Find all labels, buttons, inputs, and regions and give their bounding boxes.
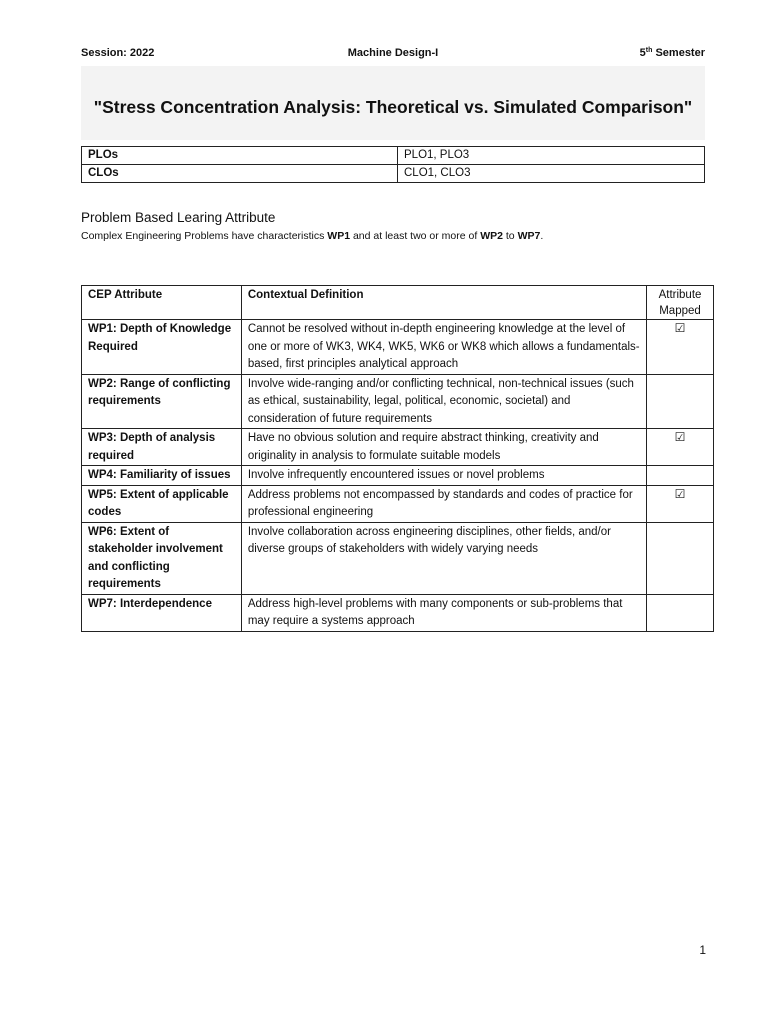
mapped-cell [647,594,714,631]
outcome-value-clos: CLO1, CLO3 [398,165,705,183]
table-row [82,374,714,429]
attribute-cell: WP5: Extent of applicable codes [82,485,242,522]
course-title: Machine Design-I [347,47,439,59]
checkbox-checked-icon: ☑ [647,485,714,522]
cep-attribute-table [81,285,714,632]
definition-cell: Have no obvious solution and require abstract thinking, creativity and originality in analysis to formulate suitable models [241,429,646,466]
outcome-key-plos: PLOs [82,147,398,165]
attribute-cell: WP6: Extent of stakeholder involvement and conflicting requirements [82,522,242,594]
page-number: 1 [699,943,706,957]
column-header-attribute: CEP Attribute [82,286,242,320]
attribute-cell: WP7: Interdependence [82,594,242,631]
column-header-definition: Contextual Definition [241,286,646,320]
mapped-cell [647,374,714,429]
session-label: Session: 2022 [81,47,155,59]
definition-cell: Cannot be resolved without in-depth engineering knowledge at the level of one or more of WK3, WK4, WK5, WK6 or WK8 which allows a fundamentals-based, first principles analytical approach [241,320,646,375]
table-row [82,429,714,466]
mapped-cell [647,466,714,486]
section-description: Complex Engineering Problems have characteristics WP1 and at least two or more of WP2 to WP7. [81,230,544,242]
table-row [82,147,705,165]
definition-cell: Address high-level problems with many components or sub-problems that may require a systems approach [241,594,646,631]
definition-cell: Address problems not encompassed by standards and codes of practice for professional engineering [241,485,646,522]
attribute-cell: WP1: Depth of Knowledge Required [82,320,242,375]
outcomes-table [81,146,705,183]
column-header-mapped: Attribute Mapped [647,286,714,320]
section-heading: Problem Based Learing Attribute [81,210,276,225]
attribute-cell: WP4: Familiarity of issues [82,466,242,486]
table-row [82,594,714,631]
attribute-cell: WP3: Depth of analysis required [82,429,242,466]
checkbox-checked-icon: ☑ [647,429,714,466]
table-header-row [82,286,714,320]
table-row [82,485,714,522]
definition-cell: Involve wide-ranging and/or conflicting technical, non-technical issues (such as ethical, sustainability, legal, political, economic, societal) and consideration of future requirements [241,374,646,429]
table-row [82,466,714,486]
definition-cell: Involve infrequently encountered issues or novel problems [241,466,646,486]
mapped-cell [647,522,714,594]
table-row [82,165,705,183]
table-row [82,522,714,594]
page-header [81,47,705,63]
outcome-value-plos: PLO1, PLO3 [398,147,705,165]
outcome-key-clos: CLOs [82,165,398,183]
table-row [82,320,714,375]
document-title: "Stress Concentration Analysis: Theoretical vs. Simulated Comparison" [93,97,693,117]
attribute-cell: WP2: Range of conflicting requirements [82,374,242,429]
semester-label: 5th Semester [639,47,705,59]
title-band [81,66,705,140]
checkbox-checked-icon: ☑ [647,320,714,375]
definition-cell: Involve collaboration across engineering disciplines, other fields, and/or diverse groups of stakeholders with widely varying needs [241,522,646,594]
